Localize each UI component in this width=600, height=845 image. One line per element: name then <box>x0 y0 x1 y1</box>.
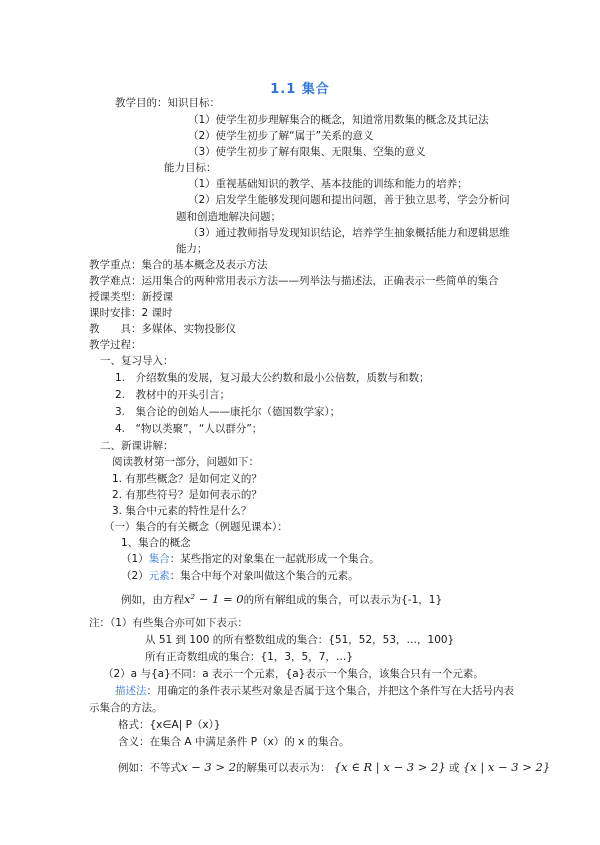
format-line: 格式：{x∈A| P（x）} <box>118 719 221 731</box>
review-item-4: 4. “物以类聚”，“人以群分”； <box>115 423 263 435</box>
ability-goal-3-cont: 能力； <box>176 243 208 255</box>
ability-goal-2-cont: 题和创造地解决问题； <box>176 211 281 223</box>
example-equation <box>121 592 442 607</box>
inequality-formula: x − 3 > 2 <box>181 760 237 774</box>
note-label: 注：（1）有些集合亦可如下表示： <box>89 617 248 629</box>
definition-set <box>121 552 380 566</box>
goals-label: 教学目的：知识目标： <box>115 97 220 109</box>
section-concepts: （一）集合的有关概念（例题见课本）： <box>104 521 288 533</box>
note-example-a: 从 51 到 100 的所有整数组成的集合：{51，52，53，…，100} <box>145 634 455 646</box>
note-example-b: 所有正奇数组成的集合：{1，3，5，7，…} <box>145 651 354 663</box>
description-method-line1 <box>115 684 514 698</box>
class-hours: 课时安排：2 课时 <box>89 307 173 319</box>
review-item-3: 3. 集合论的创始人——康托尔（德国数学家）； <box>115 406 341 418</box>
definition-set-number: （1） <box>121 553 149 565</box>
new-lesson-heading: 二、新课讲解： <box>100 440 174 452</box>
review-item-1: 1. 介绍数集的发展，复习最大公约数和最小公倍数，质数与和数； <box>115 372 430 384</box>
knowledge-goal-1: （1）使学生初步理解集合的概念，知道常用数集的概念及其记法 <box>188 114 489 126</box>
ability-label: 能力目标： <box>164 162 217 174</box>
question-3: 3. 集合中元素的特性是什么？ <box>112 505 252 517</box>
description-method-text-1: ：用确定的条件表示某些对象是否属于这个集合，并把这个条件写在大括号内表 <box>146 685 514 697</box>
example2-middle: 的解集可以表示为： <box>236 762 331 774</box>
example-prefix: 例如，由方程 <box>121 594 184 606</box>
knowledge-goal-3: （3）使学生初步了解有限集、无限集、空集的意义 <box>188 146 426 158</box>
ability-goal-3: （3）通过教师指导发现知识结论，培养学生抽象概括能力和逻辑思维 <box>188 227 510 239</box>
or-word: 或 <box>449 762 460 774</box>
knowledge-goal-2: （2）使学生初步了解“属于”关系的意义 <box>188 130 374 142</box>
term-element: 元素 <box>148 570 170 582</box>
review-item-2: 2. 教材中的开头引言； <box>115 389 231 401</box>
definition-element-number: （2） <box>121 570 149 582</box>
definition-element <box>121 569 359 583</box>
question-1: 1. 有那些概念？是如何定义的？ <box>112 473 262 485</box>
ability-goal-1: （1）重视基础知识的教学、基本技能的训练和能力的培养； <box>188 178 468 190</box>
definition-set-text: ：某些指定的对象集在一起就形成一个集合。 <box>169 553 380 565</box>
ability-goal-2: （2）启发学生能够发现问题和提出问题，善于独立思考，学会分析问 <box>188 194 510 206</box>
teaching-tools: 教 具：多媒体、实物投影仪 <box>89 323 236 335</box>
term-description-method: 描述法 <box>115 685 147 697</box>
description-method-line2: 示集合的方法。 <box>89 702 163 714</box>
example-suffix: 的所有解组成的集合，可以表示为{-1，1} <box>243 594 443 606</box>
sub-heading-set-concept: 1、集合的概念 <box>121 537 191 549</box>
definition-element-text: ：集合中每个对象叫做这个集合的元素。 <box>169 570 359 582</box>
question-2: 2. 有那些符号？是如何表示的？ <box>112 489 262 501</box>
example2-prefix: 例如：不等式 <box>118 762 181 774</box>
meaning-line: 含义：在集合 A 中满足条件 P（x）的 x 的集合。 <box>118 736 350 748</box>
reading-intro: 阅读教材第一部分，问题如下： <box>112 456 259 468</box>
difficulty: 教学难点：运用集合的两种常用表示方法——列举法与描述法，正确表示一些简单的集合 <box>89 275 499 287</box>
term-set: 集合 <box>148 553 170 565</box>
page-title: 1.1 集合 <box>270 82 330 97</box>
set-notation-2: {x | x − 3 > 2} <box>462 760 551 774</box>
set-notation-1: {x ∈ R | x − 3 > 2} <box>333 760 446 774</box>
equation-formula: x² − 1 = 0 <box>184 592 244 606</box>
lesson-type: 授课类型：新授课 <box>89 291 173 303</box>
key-point: 教学重点：集合的基本概念及表示方法 <box>89 259 268 271</box>
review-heading: 一、复习导入： <box>100 355 174 367</box>
process-label: 教学过程： <box>89 339 142 351</box>
example-inequality <box>118 760 550 775</box>
note-2: （2）a 与{a}不同：a 表示一个元素，{a}表示一个集合，该集合只有一个元素。 <box>103 668 484 680</box>
